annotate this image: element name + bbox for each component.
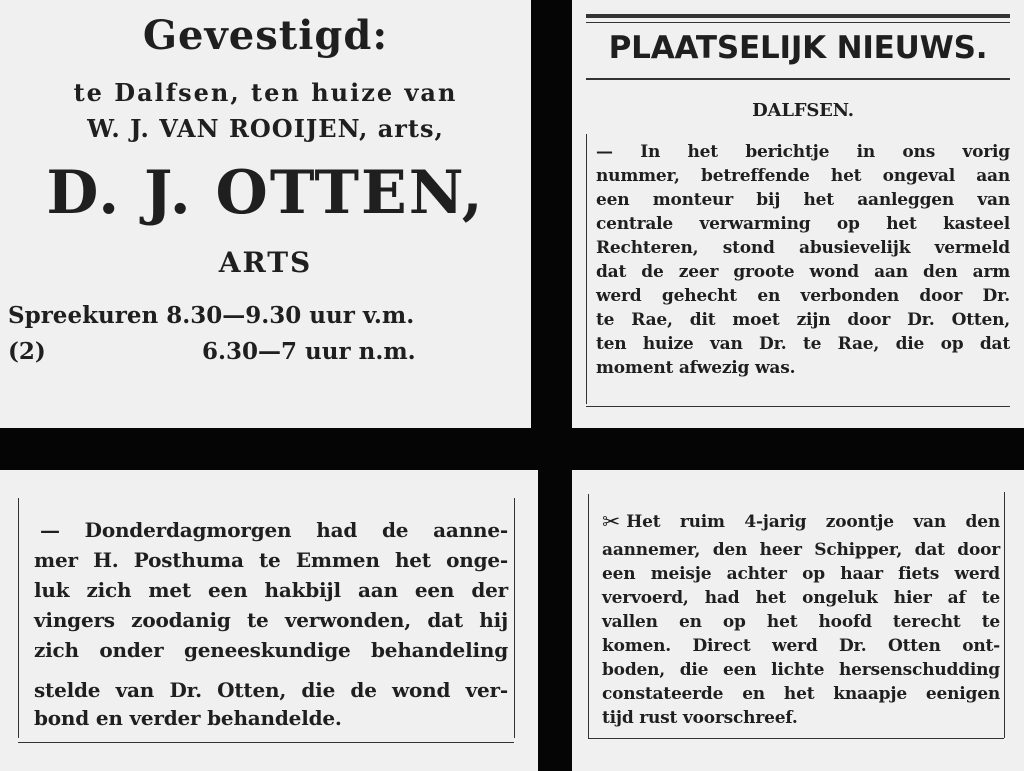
- news-line: werd gehecht en verbonden door Dr.: [596, 286, 1010, 306]
- accident1-line: zich onder geneeskundige behandeling: [34, 638, 508, 662]
- news-line: te Rae, dit moet zijn door Dr. Otten,: [596, 310, 1010, 330]
- ad-doctor-name: D. J. OTTEN,: [46, 158, 485, 228]
- news-masthead: PLAATSELIJK NIEUWS.: [608, 30, 988, 66]
- accident2-bottom-rule: [588, 738, 1004, 739]
- right-column-rule: [514, 498, 515, 738]
- news-line: ten huize van Dr. te Rae, die op dat: [596, 334, 1010, 354]
- left-column-rule: [18, 498, 19, 738]
- accident2-line: [602, 510, 1000, 535]
- left-column-rule: [588, 494, 589, 738]
- accident1-line: mer H. Posthuma te Emmen het onge-: [34, 548, 508, 572]
- accident2-line: vervoerd, had het ongeluk hier af te: [602, 588, 1000, 608]
- ad-hours-line-2-right: 6.30—7 uur n.m.: [202, 338, 416, 365]
- news-column-rule: [586, 134, 587, 404]
- news-line: een monteur bij het aanleggen van: [596, 190, 1010, 210]
- local-news-clipping: [572, 0, 1024, 428]
- news-line: dat de zeer groote wond aan den arm: [596, 262, 1010, 282]
- masthead-bottom-rule: [586, 78, 1010, 80]
- ad-hours-line-1: Spreekuren 8.30—9.30 uur v.m.: [8, 302, 415, 329]
- accident1-line: stelde van Dr. Otten, die de wond ver-: [34, 678, 508, 702]
- posthuma-accident-clipping: [0, 470, 538, 771]
- accident1-line: luk zich met een hakbijl aan een der: [34, 578, 508, 602]
- news-line: nummer, betreffende het ongeval aan: [596, 166, 1010, 186]
- news-line: — In het berichtje in ons vorig: [596, 142, 1010, 162]
- schipper-accident-clipping: [572, 470, 1024, 771]
- scissors-icon: ✂: [602, 510, 621, 535]
- news-line: moment afwezig was.: [596, 358, 796, 378]
- accident2-line: een meisje achter op haar fiets werd: [602, 564, 1000, 584]
- news-place: DALFSEN.: [752, 100, 854, 121]
- news-bottom-rule: [586, 406, 1010, 407]
- advertisement-clipping: [0, 0, 531, 428]
- right-column-rule: [1004, 492, 1005, 738]
- news-line: centrale verwarming op het kasteel: [596, 214, 1010, 234]
- accident1-bottom-rule: [18, 742, 514, 743]
- accident1-line: vingers zoodanig te verwonden, dat hij: [34, 608, 508, 632]
- accident1-line: — Donderdagmorgen had de aanne-: [40, 518, 508, 542]
- news-line: Rechteren, stond abusievelijk vermeld: [596, 238, 1010, 258]
- ad-address-line-2: W. J. VAN ROOIJEN, arts,: [87, 114, 444, 143]
- ad-address-line-1: te Dalfsen, ten huize van: [73, 78, 458, 107]
- ad-hours-line-2-left: (2): [8, 338, 46, 365]
- accident2-line: boden, die een lichte hersenschudding: [602, 660, 1000, 680]
- masthead-top-rule: [586, 14, 1010, 18]
- accident1-line: bond en verder behandelde.: [34, 706, 342, 730]
- accident2-first-line: Het ruim 4-jarig zoontje van den: [626, 512, 1000, 532]
- accident2-line: aannemer, den heer Schipper, dat door: [602, 540, 1000, 560]
- masthead-top-rule-thin: [586, 22, 1010, 23]
- ad-title: ARTS: [218, 246, 313, 279]
- accident2-line: constateerde en het knaapje eenigen: [602, 684, 1000, 704]
- accident2-line: vallen en op het hoofd terecht te: [602, 612, 1000, 632]
- accident2-line: komen. Direct werd Dr. Otten ont-: [602, 636, 1000, 656]
- ad-heading: Gevestigd:: [142, 12, 389, 59]
- accident2-line: tijd rust voorschreef.: [602, 708, 798, 728]
